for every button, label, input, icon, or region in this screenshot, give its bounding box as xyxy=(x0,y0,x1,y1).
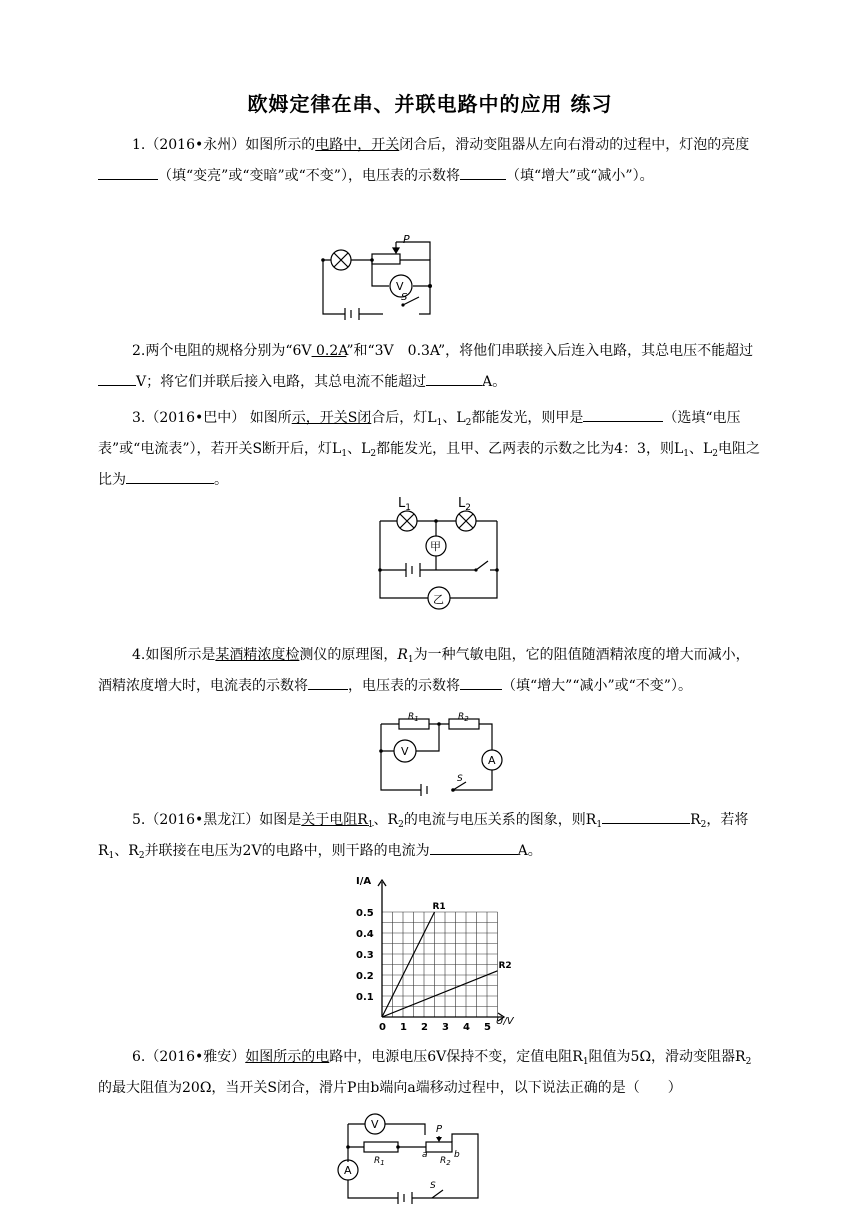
x-tick-label: 4 xyxy=(463,1022,470,1032)
answer-blank[interactable] xyxy=(426,371,482,386)
fig3-l2-label: $L_2$ xyxy=(458,496,471,513)
question-1: 1.（2016•永州）如图所示的电路中，开关闭合后，滑动变阻器从左向右滑动的过程中，灯泡的亮度（填“变亮”或“变暗”或“不变”），电压表的示数将 （填“增大”或“减小”）。 xyxy=(98,130,763,192)
answer-blank[interactable] xyxy=(460,165,506,180)
fig6-r2-label: $R_2$ xyxy=(440,1156,451,1167)
question-6: 6.（2016•雅安）如图所示的电路中，电源电压6V保持不变，定值电阻$R_1$阻值为5Ω，滑动变阻器$R_2$的最大阻值为20Ω，当开关S闭合，滑片P由b端向a端移动过程中，以下说法正确的是（ ） xyxy=(98,1049,752,1096)
series-label-R2: R2 xyxy=(498,960,512,971)
x-tick-label: 0 xyxy=(379,1022,386,1032)
y-tick-label: 0.4 xyxy=(356,929,374,940)
x-tick-label: 5 xyxy=(484,1022,491,1032)
fig6-v-label: V xyxy=(371,1118,379,1131)
figure-4-circuit xyxy=(373,710,513,800)
y-tick-label: 0.3 xyxy=(356,950,374,961)
fig4-r1-label: $R_1$ xyxy=(408,712,419,723)
series-line-R2 xyxy=(382,971,498,1017)
fig6-r1-label: $R_1$ xyxy=(374,1156,385,1167)
series-label-R1: R1 xyxy=(432,902,446,912)
fig4-s-label: S xyxy=(457,774,463,784)
figure-3-circuit xyxy=(372,488,512,613)
fig4-r2-label: $R_2$ xyxy=(458,712,469,723)
y-axis-label: I/A xyxy=(356,876,372,887)
question-2: 2.两个电阻的规格分别为“6V 0.2A”和“3V 0.3A”，将他们串联接入后连入电路，其总电压不能超过V；将它们并联后接入电路，其总电流不能超过 A。 xyxy=(98,336,763,398)
fig3-l1-label: $L_1$ xyxy=(398,496,411,513)
fig6-a-label: A xyxy=(344,1164,352,1177)
fig3-yi-label: 乙 xyxy=(433,593,444,606)
fig4-a-label: A xyxy=(488,754,496,767)
fig1-s-label: S xyxy=(401,292,408,303)
answer-blank[interactable] xyxy=(126,469,214,484)
y-tick-label: 0.5 xyxy=(356,908,374,919)
y-tick-label: 0.1 xyxy=(356,992,374,1003)
page-title: 欧姆定律在串、并联电路中的应用 练习 xyxy=(247,92,613,116)
y-tick-label: 0.2 xyxy=(356,971,374,982)
figure-1-circuit xyxy=(315,230,440,330)
x-tick-label: 2 xyxy=(421,1022,428,1032)
question-3: 3.（2016•巴中） 如图所示，开关S闭合后，灯$L_1$、$L_2$都能发光，则甲是 （选填“电压表”或“电流表”），若开关S断开后，灯$L_1$、$L_2$都能发光，且甲、乙两表的示数之比为4：3，则$L_1$、$L_2$电阻之比为 。 xyxy=(98,403,763,496)
fig1-p-label: P xyxy=(403,233,410,246)
answer-blank[interactable] xyxy=(98,371,136,386)
answer-blank[interactable] xyxy=(602,809,690,824)
answer-blank[interactable] xyxy=(98,165,158,180)
fig3-jia-label: 甲 xyxy=(430,540,441,553)
fig6-p-label: P xyxy=(436,1124,443,1135)
figure-6-circuit xyxy=(330,1110,490,1210)
fig6-s-label: S xyxy=(430,1181,436,1191)
question-4: 4.如图所示是某酒精浓度检测仪的原理图，$R_1$为一种气敏电阻，它的阻值随酒精浓度的增大而减小，酒精浓度增大时，电流表的示数将 ，电压表的示数将 （填“增大”“减小”或“不变”）。 xyxy=(98,647,750,694)
x-tick-label: 3 xyxy=(442,1022,449,1032)
answer-blank[interactable] xyxy=(460,675,502,690)
answer-blank[interactable] xyxy=(583,407,663,422)
fig4-v-label: V xyxy=(401,745,409,758)
figure-5-chart xyxy=(350,872,520,1032)
fig6-a-end-label: a xyxy=(422,1150,428,1160)
fig1-v-label: V xyxy=(396,280,404,293)
fig6-b-end-label: b xyxy=(454,1150,460,1160)
x-tick-label: 1 xyxy=(400,1022,407,1032)
question-5: 5.（2016•黑龙江）如图是关于电阻$R_1$、$R_2$的电流与电压关系的图象，则$R_1$ $R_2$，若将$R_1$、$R_2$并联接在电压为2V的电路中，则干路的电流为 A。 xyxy=(98,805,763,867)
answer-blank[interactable] xyxy=(430,840,518,855)
answer-blank[interactable] xyxy=(308,675,348,690)
x-axis-label: U/V xyxy=(496,1016,514,1027)
